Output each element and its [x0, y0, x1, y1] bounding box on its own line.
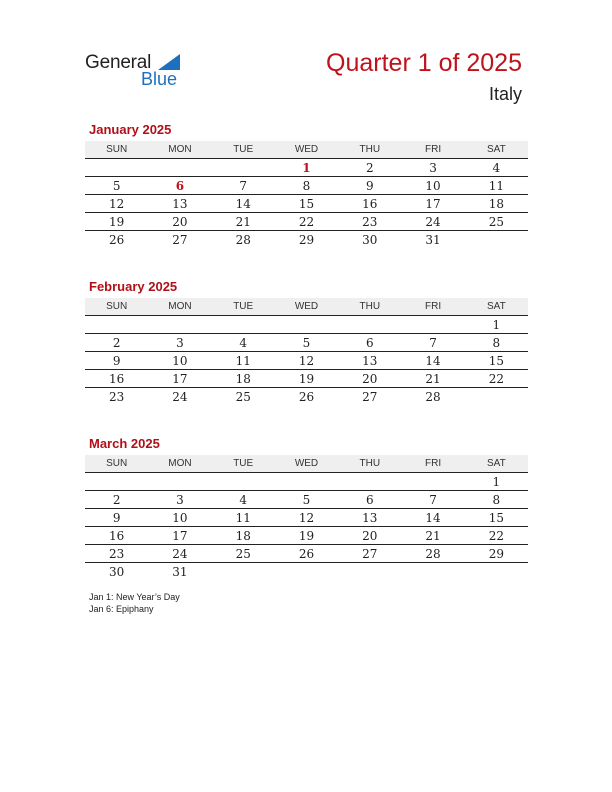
day-cell: 25 [488, 214, 504, 229]
day-cell: 30 [109, 564, 125, 579]
day-cell: 1 [492, 317, 501, 332]
week-row [85, 334, 528, 352]
calendar-grid [85, 141, 528, 248]
calendar-grid [85, 298, 528, 405]
weekday-label: FRI [424, 458, 442, 469]
day-cell: 7 [429, 492, 437, 507]
day-cell: 17 [172, 371, 188, 386]
weekday-label: WED [294, 301, 319, 312]
day-cell: 15 [488, 353, 504, 368]
day-cell: 11 [235, 510, 251, 525]
week-row [85, 316, 528, 334]
day-cell: 26 [109, 232, 125, 247]
week-row [85, 352, 528, 370]
weekday-label: SAT [486, 144, 506, 155]
day-cell: 24 [425, 214, 441, 229]
day-cell: 7 [429, 335, 437, 350]
weekday-label: WED [294, 458, 319, 469]
day-cell: 25 [235, 389, 251, 404]
day-cell: 22 [298, 214, 315, 229]
week-row [85, 231, 528, 248]
weekday-label: TUE [233, 301, 254, 312]
day-cell: 16 [109, 371, 125, 386]
day-cell: 15 [298, 196, 315, 211]
day-cell: 29 [488, 546, 504, 561]
day-cell: 21 [425, 371, 441, 386]
month-february [85, 280, 528, 405]
weekday-header [85, 455, 528, 473]
day-cell: 22 [488, 371, 504, 386]
day-cell: 5 [112, 178, 121, 193]
day-cell: 23 [109, 389, 125, 404]
week-row [85, 195, 528, 213]
month-name: January 2025 [89, 122, 172, 137]
day-cell: 4 [239, 492, 248, 507]
day-cell: 25 [235, 546, 251, 561]
weekday-header [85, 298, 528, 316]
day-cell: 18 [488, 196, 504, 211]
weekday-label: THU [359, 458, 381, 469]
weekday-label: THU [359, 144, 381, 155]
day-cell: 16 [362, 196, 378, 211]
day-cell: 21 [235, 214, 251, 229]
week-row [85, 177, 528, 195]
holiday-note: Jan 6: Epiphany [89, 604, 154, 614]
day-cell: 19 [298, 371, 315, 386]
month-march [85, 437, 528, 580]
day-cell: 4 [492, 160, 501, 175]
week-row [85, 388, 528, 405]
month-name: March 2025 [89, 436, 160, 451]
weekday-header [85, 141, 528, 159]
day-cell: 12 [109, 196, 125, 211]
day-cell: 20 [362, 371, 378, 386]
day-cell: 8 [492, 335, 501, 350]
day-cell: 7 [239, 178, 248, 193]
day-cell: 27 [362, 389, 378, 404]
weekday-label: MON [168, 144, 192, 155]
weekday-label: FRI [424, 144, 442, 155]
day-cell: 30 [362, 232, 378, 247]
day-cell: 21 [425, 528, 441, 543]
calendar-grid [85, 455, 528, 580]
day-cell: 23 [109, 546, 125, 561]
day-cell: 28 [235, 232, 251, 247]
day-cell: 14 [425, 510, 441, 525]
weekday-label: FRI [424, 301, 442, 312]
day-cell: 26 [298, 546, 315, 561]
week-row [85, 563, 528, 580]
day-cell-holiday: 6 [175, 178, 185, 193]
country-label: Italy [488, 84, 522, 104]
day-cell: 14 [425, 353, 441, 368]
day-cell: 10 [172, 353, 188, 368]
day-cell: 18 [235, 528, 251, 543]
day-cell: 3 [176, 492, 184, 507]
week-row [85, 159, 528, 177]
week-row [85, 545, 528, 563]
weekday-label: SUN [106, 144, 128, 155]
day-cell: 13 [362, 510, 378, 525]
day-cell: 2 [112, 492, 121, 507]
day-cell: 11 [235, 353, 251, 368]
week-row [85, 527, 528, 545]
day-cell: 8 [302, 178, 311, 193]
day-cell: 6 [365, 492, 374, 507]
day-cell: 28 [425, 546, 441, 561]
day-cell: 9 [112, 510, 121, 525]
day-cell: 9 [112, 353, 121, 368]
day-cell: 31 [425, 232, 441, 247]
day-cell: 18 [235, 371, 251, 386]
day-cell: 26 [298, 389, 315, 404]
day-cell: 15 [488, 510, 504, 525]
day-cell: 17 [172, 528, 188, 543]
day-cell: 13 [362, 353, 378, 368]
day-cell: 22 [488, 528, 504, 543]
logo-text-blue: Blue [141, 69, 178, 89]
day-cell: 12 [298, 353, 315, 368]
weekday-label: SUN [106, 301, 128, 312]
day-cell: 10 [172, 510, 188, 525]
day-cell: 8 [492, 492, 501, 507]
weekday-label: SAT [486, 301, 506, 312]
day-cell: 24 [172, 389, 188, 404]
day-cell: 6 [365, 335, 374, 350]
day-cell: 4 [239, 335, 248, 350]
month-january [85, 123, 528, 248]
day-cell: 14 [235, 196, 251, 211]
logo-text-general: General [85, 52, 152, 73]
weekday-label: MON [168, 301, 192, 312]
day-cell: 5 [302, 335, 311, 350]
day-cell: 24 [172, 546, 188, 561]
weekday-label: SAT [486, 458, 506, 469]
day-cell: 13 [172, 196, 188, 211]
week-row [85, 491, 528, 509]
day-cell: 29 [298, 232, 315, 247]
day-cell: 10 [425, 178, 441, 193]
weekday-label: WED [294, 144, 319, 155]
day-cell: 20 [362, 528, 378, 543]
page-title: Quarter 1 of 2025 [326, 49, 522, 77]
day-cell: 3 [429, 160, 437, 175]
day-cell: 19 [298, 528, 315, 543]
day-cell: 5 [302, 492, 311, 507]
generalblue-logo [85, 52, 195, 92]
day-cell: 2 [365, 160, 374, 175]
weekday-label: TUE [233, 458, 254, 469]
day-cell: 1 [492, 474, 501, 489]
month-name: February 2025 [89, 279, 178, 294]
week-row [85, 370, 528, 388]
day-cell: 31 [172, 564, 188, 579]
day-cell-holiday: 1 [302, 160, 311, 175]
weekday-label: SUN [106, 458, 128, 469]
weekday-label: TUE [233, 144, 254, 155]
holiday-notes [89, 591, 180, 615]
day-cell: 27 [172, 232, 188, 247]
logo-triangle-icon [158, 54, 180, 70]
week-row [85, 213, 528, 231]
weekday-label: THU [359, 301, 381, 312]
day-cell: 17 [425, 196, 441, 211]
week-row [85, 473, 528, 491]
day-cell: 20 [172, 214, 188, 229]
day-cell: 3 [176, 335, 184, 350]
day-cell: 11 [488, 178, 504, 193]
weekday-label: MON [168, 458, 192, 469]
holiday-note: Jan 1: New Year’s Day [89, 592, 180, 602]
day-cell: 16 [109, 528, 125, 543]
day-cell: 28 [425, 389, 441, 404]
day-cell: 19 [109, 214, 125, 229]
day-cell: 27 [362, 546, 378, 561]
day-cell: 2 [112, 335, 121, 350]
day-cell: 12 [298, 510, 315, 525]
day-cell: 23 [362, 214, 378, 229]
week-row [85, 509, 528, 527]
day-cell: 9 [365, 178, 374, 193]
